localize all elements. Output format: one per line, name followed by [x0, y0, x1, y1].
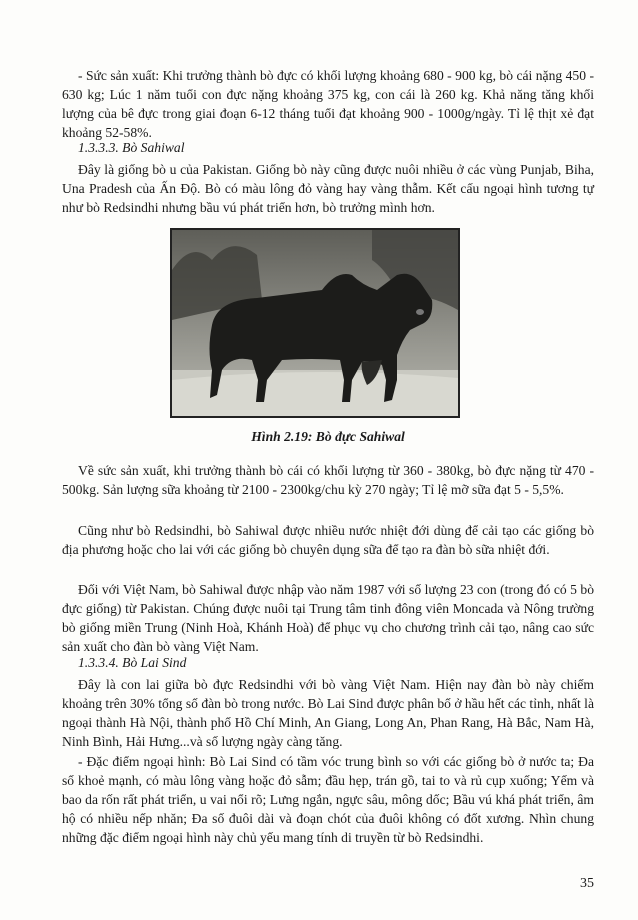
figure-caption: Hình 2.19: Bò đực Sahiwal: [251, 429, 405, 444]
laisind-heading-block: [62, 653, 594, 672]
sahiwal-bull-photo: [170, 228, 460, 418]
laisind-appearance-paragraph: - Đặc điểm ngoại hình: Bò Lai Sind có tầm vóc trung bình so với các giống bò ở nước ta; Đa số khoẻ mạnh, có màu lông vàng hoặc đỏ sẫm; đầu hẹp, trán gồ, tai to và rủ cụp xuống; Yếm và bao da rốn rất phát triển, u vai nổi rõ; Lưng ngắn, ngực sâu, mông dốc; Bầu vú khá phát triển, âm hộ có nhiều nếp nhăn; Đa số đuôi dài và đoạn chót của đuôi không có đốt xương. Nhìn chung những đặc điểm ngoại hình này chủ yếu mang tính di truyền từ bò Redsindhi.: [62, 754, 594, 845]
sahiwal-vietnam-block: [62, 580, 594, 656]
sahiwal-heading-block: [62, 138, 594, 157]
section-heading-sahiwal: 1.3.3.3. Bò Sahiwal: [78, 140, 185, 155]
sahiwal-intro-block: [62, 160, 594, 217]
sahiwal-use-paragraph: Cũng như bò Redsindhi, bò Sahiwal được nhiều nước nhiệt đới dùng để cải tạo các giống bò địa phương hoặc cho lai với các giống bò chuyên dụng sữa để tạo ra đàn bò sữa nhiệt đới.: [62, 523, 594, 557]
bull-illustration: [172, 230, 458, 416]
sahiwal-vietnam-paragraph: Đối với Việt Nam, bò Sahiwal được nhập vào năm 1987 với số lượng 23 con (trong đó có 5 bò đực giống) từ Pakistan. Chúng được nuôi tại Trung tâm tinh đông viên Moncada và Nông trường bò giống miền Trung (Ninh Hoà, Khánh Hoà) để phục vụ cho chương trình cải tạo, nâng cao sức sản xuất cho đàn bò vàng Việt Nam.: [62, 582, 594, 654]
page-number: 35: [580, 876, 594, 891]
sahiwal-production-block: [62, 461, 594, 499]
sahiwal-production-paragraph: Về sức sản xuất, khi trưởng thành bò cái có khối lượng từ 360 - 380kg, bò đực nặng từ 470 - 500kg. Sản lượng sữa khoảng từ 2100 - 2300kg/chu kỳ 270 ngày; Tỉ lệ mỡ sữa đạt 5 - 5,5%.: [62, 463, 594, 497]
laisind-intro-block: [62, 675, 594, 751]
production-paragraph-block: [62, 66, 594, 142]
production-paragraph: - Sức sản xuất: Khi trưởng thành bò đực có khối lượng khoảng 680 - 900 kg, bò cái nặng 450 - 630 kg; Lúc 1 năm tuổi con đực nặng khoảng 375 kg, con cái là 260 kg. Khả năng tăng khối lượng của bê đực trong giai đoạn 6-12 tháng tuổi đạt khoảng 900 - 1000g/ngày. Tỉ lệ thịt xẻ đạt khoảng 52-58%.: [62, 68, 594, 140]
laisind-intro-paragraph: Đây là con lai giữa bò đực Redsindhi với bò vàng Việt Nam. Hiện nay đàn bò này chiếm khoảng trên 30% tổng số đàn bò trong nước. Bò Lai Sind được phân bố ở hầu hết các tỉnh, nhất là ngoại thành Hà Nội, thành phố Hồ Chí Minh, An Giang, Long An, Phan Rang, Hà Bắc, Nam Hà, Ninh Bình, Hải Hưng...và số lượng ngày càng tăng.: [62, 677, 594, 749]
laisind-appearance-block: [62, 752, 594, 847]
section-heading-laisind: 1.3.3.4. Bò Lai Sind: [78, 655, 187, 670]
sahiwal-intro-paragraph: Đây là giống bò u của Pakistan. Giống bò này cũng được nuôi nhiều ở các vùng Punjab, Biha, Una Pradesh của Ấn Độ. Bò có màu lông đỏ vàng hay vàng thẫm. Kết cấu ngoại hình tương tự như bò Redsindhi nhưng bầu vú phát triển hơn, bò trưởng mình hơn.: [62, 162, 594, 215]
sahiwal-use-block: [62, 521, 594, 559]
